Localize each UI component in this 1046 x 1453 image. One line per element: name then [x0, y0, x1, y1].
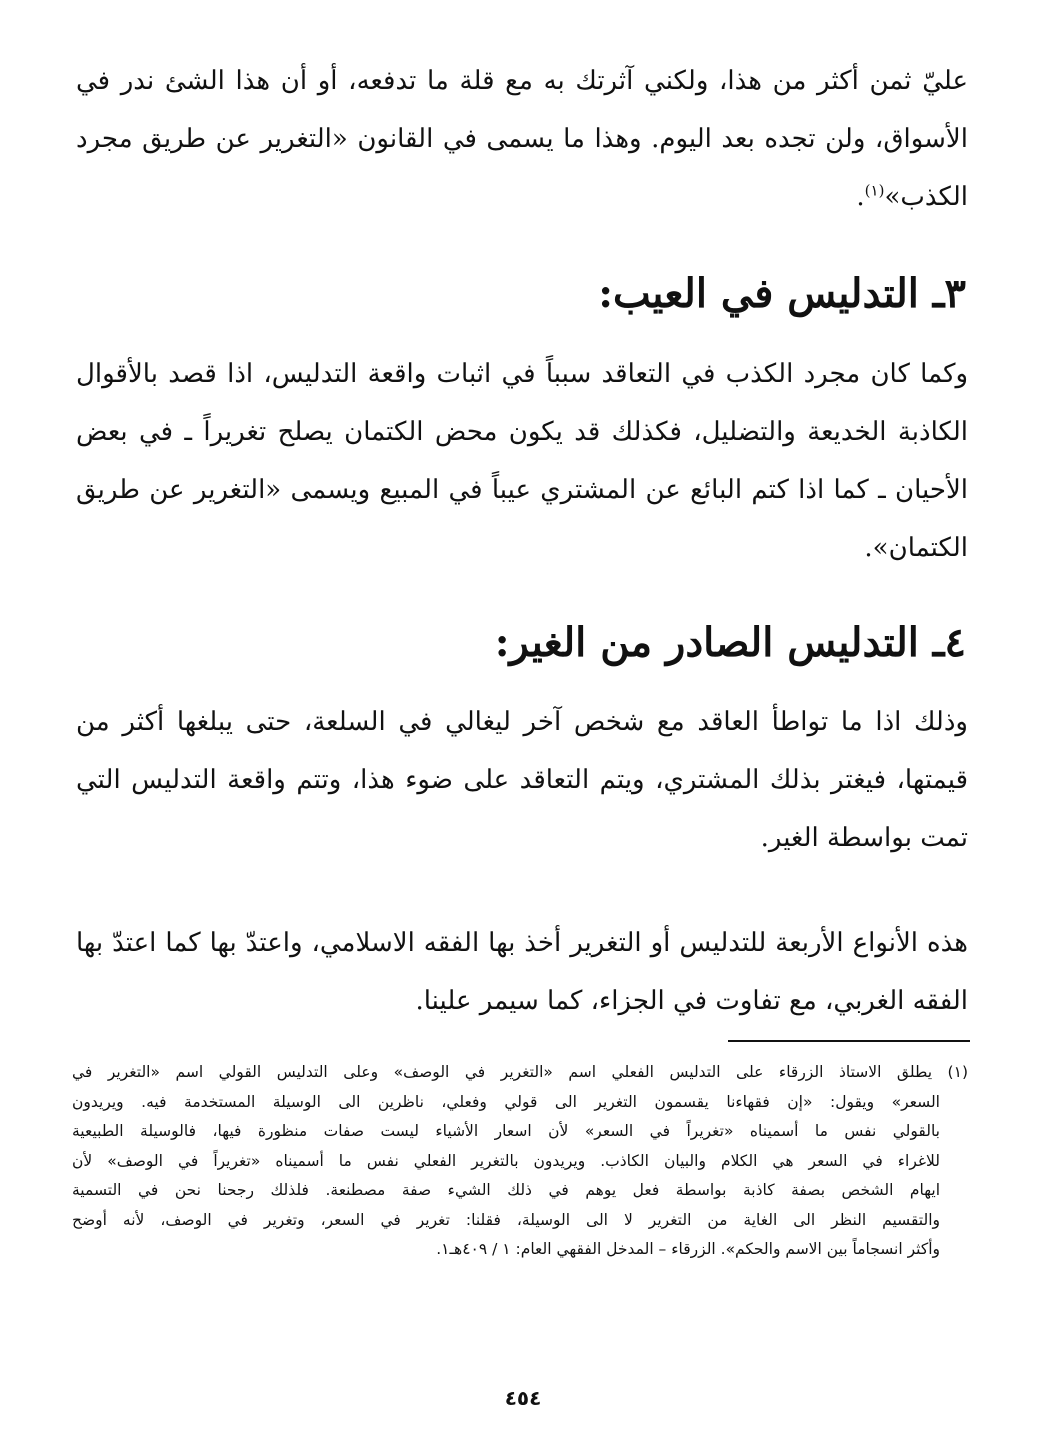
paragraph-3: وذلك اذا ما تواطأ العاقد مع شخص آخر ليغالي في السلعة، حتى يبلغها أكثر من قيمتها، فيغتر بذلك المشتري، ويتم التعاقد على ضوء هذا، وتتم واقعة التدليس التي تمت بواسطة الغير. [76, 707, 968, 853]
footnote-reference[interactable]: (١) [864, 181, 885, 200]
footnote-line: بالقولي نفس ما أسميناه «تغريراً في السعر» لأن اسعار الأشياء ليست صفات منظورة فيها، فالوسيلة الطبيعية [72, 1122, 940, 1140]
footnote-line: والتقسيم النظر الى الغاية من التغرير لا الى الوسيلة، فقلنا: تغرير في السعر، وتغرير في الوصف، لأنه أوضح [72, 1210, 940, 1229]
paragraph-4: هذه الأنواع الأربعة للتدليس أو التغرير أخذ بها الفقه الاسلامي، واعتدّ بها كما اعتدّ بها الفقه الغربي، مع تفاوت في الجزاء، كما سيمر علينا. [76, 928, 968, 1016]
page-number: ٤٥٤ [504, 1386, 542, 1410]
paragraph-1-text: عليّ ثمن أكثر من هذا، ولكني آثرتك به مع قلة ما تدفعه، أو أن هذا الشئ ندر في الأسواق، ولن تجده بعد اليوم. وهذا ما يسمى في القانون «التغرير عن طريق مجرد الكذب» [76, 66, 968, 212]
section-heading-3: ٣ـ التدليس في العيب: [598, 270, 966, 317]
footnote-line: وأكثر انسجاماً بين الاسم والحكم». الزرقاء – المدخل الفقهي العام: ١ / ٤٠٩هـ١. [436, 1240, 940, 1258]
paragraph-2: وكما كان مجرد الكذب في التعاقد سبباً في اثبات واقعة التدليس، اذا قصد بالأقوال الكاذبة الخديعة والتضليل، فكذلك قد يكون محض الكتمان يصلح تغريراً ـ في بعض الأحيان ـ كما اذا كتم البائع عن المشتري عيباً في المبيع ويسمى «التغرير عن طريق الكتمان». [76, 359, 968, 563]
footnote-separator [728, 1040, 970, 1042]
footnote-line: السعر» ويقول: «إن فقهاءنا يقسمون التغرير الى قولي وفعلي، ناظرين الى الوسيلة المستخدمة فيه. ويريدون [72, 1092, 940, 1111]
footnote-line: للاغراء في السعر هي الكلام والبيان الكاذب. ويريدون بالتغرير الفعلي نفس ما أسميناه «تغريراً في الوصف» لأن [72, 1151, 940, 1170]
paragraph-1-end: . [856, 182, 865, 212]
paragraph-1 [76, 52, 968, 226]
footnote-line: ايهام الشخص بصفة كاذبة بواسطة فعل يوهم في ذلك الشيء صفة مصطنعة. فلذلك رجحنا نحن في التسمية [72, 1181, 940, 1199]
footnote [72, 1058, 968, 1265]
footnote-line: (١) يطلق الاستاذ الزرقاء على التدليس الفعلي اسم «التغرير في الوصف» وعلى التدليس القولي اسم «التغرير في [72, 1063, 968, 1081]
section-heading-4: ٤ـ التدليس الصادر من الغير: [494, 619, 966, 666]
